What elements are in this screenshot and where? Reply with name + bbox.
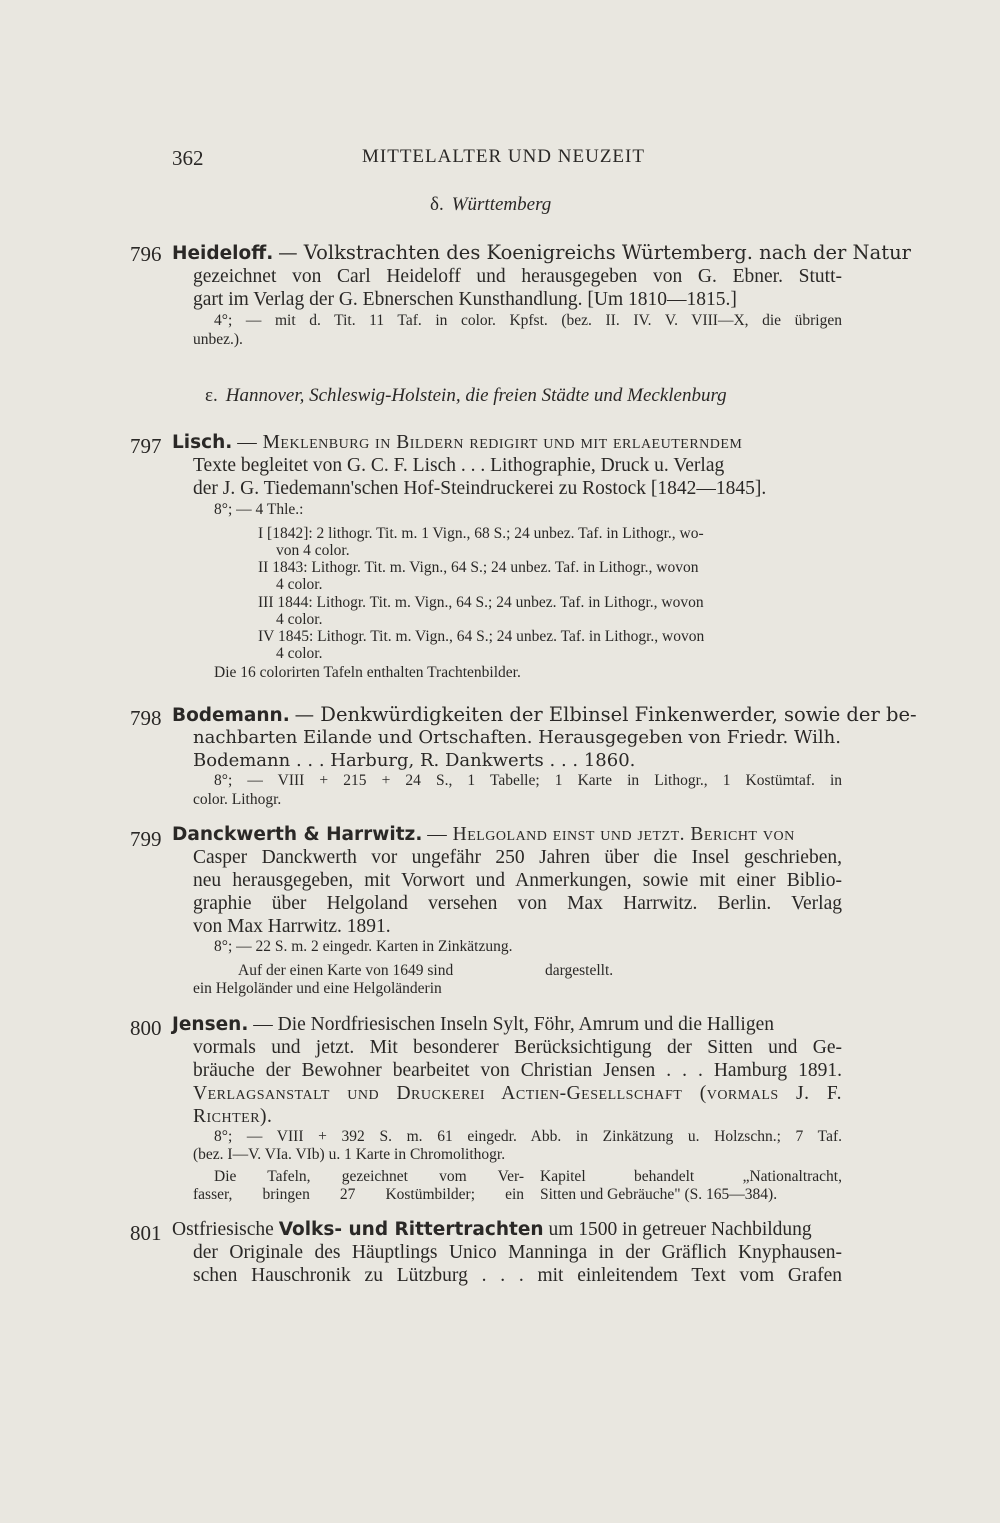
entry-line: Bodemann . . . Harburg, R. Dankwerts . . . 1860. bbox=[193, 750, 636, 771]
entry-line: Verlagsanstalt und Druckerei Actien-Gesellschaft (vormals J. F. bbox=[193, 1083, 842, 1104]
entry-note: 8°; — VIII + 215 + 24 S., 1 Tabelle; 1 Karte in Lithogr., 1 Kostümtaf. in bbox=[214, 772, 842, 789]
entry-author: Heideloff. bbox=[172, 243, 274, 264]
entry-line: Casper Danckwerth vor ungefähr 250 Jahren über die Insel geschrieben, bbox=[193, 847, 842, 868]
entry-line: graphie über Helgoland versehen von Max Harrwitz. Berlin. Verlag bbox=[193, 893, 842, 914]
footnote-column-left: Die Tafeln, gezeichnet vom Ver- bbox=[214, 1168, 524, 1185]
entry-note: color. Lithogr. bbox=[193, 791, 282, 808]
entry-author: Bodemann. bbox=[172, 705, 290, 726]
entry-line: der Originale des Häuptlings Unico Manninga in der Gräflich Knyphausen- bbox=[193, 1242, 842, 1263]
entry-line: vormals und jetzt. Mit besonderer Berücksichtigung der Sitten und Ge- bbox=[193, 1037, 842, 1058]
section-heading-hannover bbox=[205, 385, 727, 407]
entry-author: Volks- und Rittertrachten bbox=[278, 1219, 544, 1240]
entry-note: 8°; — 4 Thle.: bbox=[214, 501, 304, 518]
entry-line: nachbarten Eilande und Ortschaften. Herausgegeben von Friedr. Wilh. bbox=[193, 727, 841, 748]
volume-note: II 1843: Lithogr. Tit. m. Vign., 64 S.; 24 unbez. Taf. in Lithogr., wovon bbox=[258, 559, 699, 576]
entry-line: der J. G. Tiedemann'schen Hof-Steindruckerei zu Rostock [1842—1845]. bbox=[193, 478, 767, 499]
entry-pre: Ostfriesische bbox=[172, 1219, 274, 1240]
entry-line bbox=[172, 1014, 842, 1036]
entry-title-text: — Volkstrachten des Koenigreichs Würtemberg. nach der Natur bbox=[278, 241, 911, 264]
volume-note: 4 color. bbox=[276, 576, 323, 593]
entry-line bbox=[172, 1219, 842, 1241]
entry-note: unbez.). bbox=[193, 331, 243, 348]
entry-author: Lisch. bbox=[172, 432, 233, 453]
entry-title-text: um 1500 in getreuer Nachbildung bbox=[548, 1219, 812, 1240]
entry-note: Die 16 colorirten Tafeln enthalten Trachtenbilder. bbox=[214, 664, 521, 681]
volume-note: I [1842]: 2 lithogr. Tit. m. 1 Vign., 68 S.; 24 unbez. Taf. in Lithogr., wo- bbox=[258, 525, 704, 542]
entry-line: neu herausgegeben, mit Vorwort und Anmerkungen, sowie mit einer Biblio- bbox=[193, 870, 842, 891]
page-header bbox=[172, 146, 840, 172]
volume-note: IV 1845: Lithogr. Tit. m. Vign., 64 S.; 24 unbez. Taf. in Lithogr., wovon bbox=[258, 628, 705, 645]
entry-note: (bez. I—V. VIa. VIb) u. 1 Karte in Chromolithogr. bbox=[193, 1146, 506, 1163]
entry-note: 8°; — 22 S. m. 2 eingedr. Karten in Zinkätzung. bbox=[214, 938, 513, 955]
volume-note: 4 color. bbox=[276, 645, 323, 662]
volume-note: III 1844: Lithogr. Tit. m. Vign., 64 S.; 24 unbez. Taf. in Lithogr., wovon bbox=[258, 594, 704, 611]
entry-line bbox=[172, 824, 842, 846]
footnote-column-left: fasser, bringen 27 Kostümbilder; ein bbox=[193, 1186, 524, 1203]
section-title: Württemberg bbox=[451, 194, 552, 215]
entry-line: Richter). bbox=[193, 1106, 273, 1127]
entry-number: 796 bbox=[130, 242, 162, 266]
entry-note: 4°; — mit d. Tit. 11 Taf. in color. Kpfst. (bez. II. IV. V. VIII—X, die übrigen bbox=[214, 312, 842, 329]
section-letter: ε. bbox=[205, 385, 218, 406]
entry-note: ein Helgoländer und eine Helgoländerin bbox=[193, 980, 442, 997]
footnote-column-right: Kapitel behandelt „Nationaltracht, bbox=[540, 1168, 842, 1185]
entry-line: von Max Harrwitz. 1891. bbox=[193, 916, 391, 937]
entry-note: 8°; — VIII + 392 S. m. 61 eingedr. Abb. in Zinkätzung u. Holzschn.; 7 Taf. bbox=[214, 1128, 842, 1145]
entry-author: Danckwerth & Harrwitz. bbox=[172, 824, 423, 845]
entry-title-text: — Die Nordfriesischen Inseln Sylt, Föhr, Amrum und die Halligen bbox=[253, 1014, 775, 1035]
entry-title-text: — Helgoland einst und jetzt. Bericht von bbox=[427, 824, 795, 845]
running-title: MITTELALTER UND NEUZEIT bbox=[362, 146, 645, 167]
page-number: 362 bbox=[172, 146, 204, 170]
section-title: Hannover, Schleswig-Holstein, die freien Städte und Mecklenburg bbox=[225, 385, 727, 406]
entry-line: gart im Verlag der G. Ebnerschen Kunsthandlung. [Um 1810—1815.] bbox=[193, 289, 737, 310]
entry-note: Auf der einen Karte von 1649 sind bbox=[238, 962, 454, 979]
entry-note: dargestellt. bbox=[545, 962, 614, 979]
footnote-column-right: Sitten und Gebräuche" (S. 165—384). bbox=[540, 1186, 778, 1203]
entry-number: 798 bbox=[130, 706, 162, 730]
entry-line: Texte begleitet von G. C. F. Lisch . . . Lithographie, Druck u. Verlag bbox=[193, 455, 725, 476]
entry-number: 801 bbox=[130, 1221, 162, 1245]
entry-line bbox=[172, 703, 917, 727]
entry-line bbox=[172, 241, 911, 265]
entry-line: schen Hauschronik zu Lützburg . . . mit einleitendem Text vom Grafen bbox=[193, 1265, 842, 1286]
section-heading-wuerttemberg bbox=[430, 194, 551, 216]
entry-author: Jensen. bbox=[172, 1014, 249, 1035]
volume-note: 4 color. bbox=[276, 611, 323, 628]
entry-number: 797 bbox=[130, 434, 162, 458]
entry-line bbox=[172, 432, 842, 454]
entry-number: 799 bbox=[130, 827, 162, 851]
entry-title-text: — Denkwürdigkeiten der Elbinsel Finkenwerder, sowie der be- bbox=[294, 703, 917, 726]
entry-line: bräuche der Bewohner bearbeitet von Christian Jensen . . . Hamburg 1891. bbox=[193, 1060, 842, 1081]
entry-number: 800 bbox=[130, 1016, 162, 1040]
volume-note: von 4 color. bbox=[276, 542, 350, 559]
entry-line: gezeichnet von Carl Heideloff und herausgegeben von G. Ebner. Stutt- bbox=[193, 266, 842, 287]
entry-title-text: — Meklenburg in Bildern redigirt und mit erlaeuterndem bbox=[237, 432, 743, 453]
section-letter: δ. bbox=[430, 194, 444, 215]
